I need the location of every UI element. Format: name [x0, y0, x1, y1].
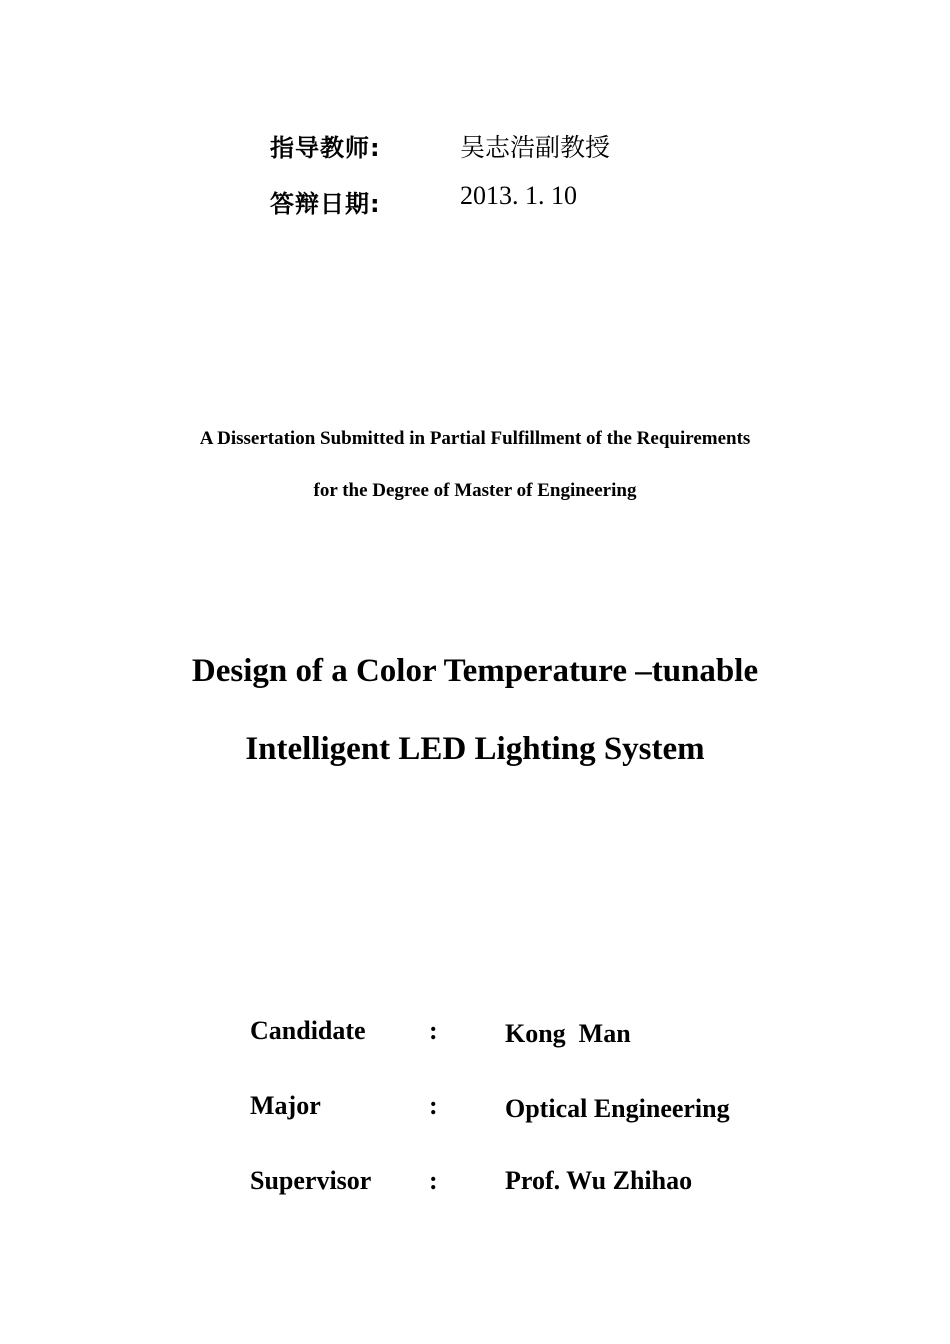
- submission-statement-line-2: for the Degree of Master of Engineering: [313, 480, 637, 501]
- major-separator: :: [429, 1091, 438, 1120]
- supervisor-separator: :: [429, 1166, 438, 1195]
- supervisor-label: Supervisor: [250, 1166, 372, 1195]
- thesis-title-line-2: Intelligent LED Lighting System: [245, 731, 705, 767]
- supervisor-value: Prof. Wu Zhihao: [505, 1166, 693, 1195]
- major-label: Major: [250, 1091, 321, 1120]
- major-value: Optical Engineering: [505, 1094, 730, 1123]
- candidate-separator: :: [429, 1016, 438, 1045]
- candidate-label: Candidate: [250, 1016, 366, 1045]
- defense-date-value: 2013. 1. 10: [460, 181, 577, 210]
- submission-statement-line-1: A Dissertation Submitted in Partial Fulfillment of the Requirements: [199, 428, 751, 449]
- candidate-value: Kong Man: [505, 1019, 631, 1048]
- supervisor-cn-value: 吴志浩副教授: [460, 133, 611, 162]
- thesis-title-line-1: Design of a Color Temperature –tunable: [191, 653, 759, 689]
- defense-date-label: 答辩日期:: [270, 190, 381, 218]
- supervisor-cn-label: 指导教师:: [270, 134, 381, 162]
